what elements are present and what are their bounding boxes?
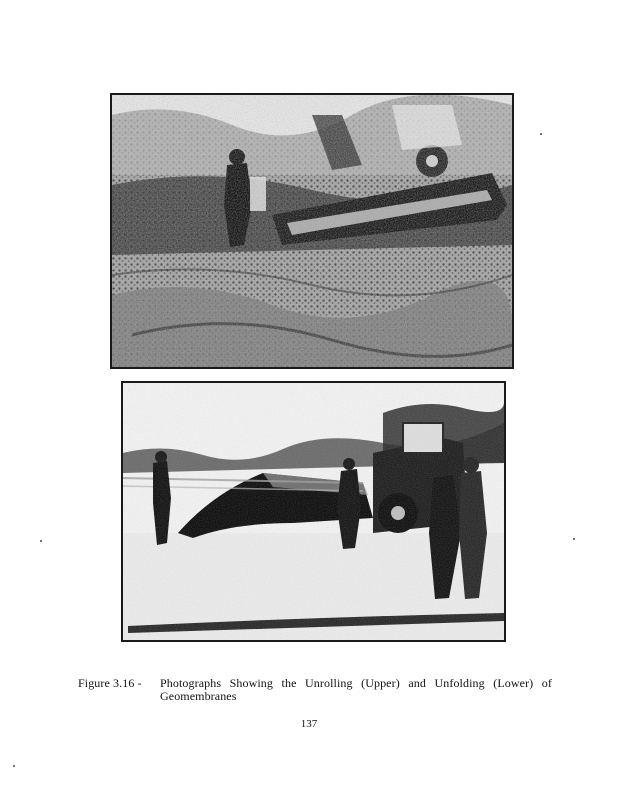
- caption-text-line-2: Geomembranes: [160, 689, 237, 703]
- lower-photograph: [121, 381, 506, 642]
- caption-line-1: [78, 677, 552, 690]
- upper-photo-image: [112, 95, 512, 367]
- caption-text-line-1: Photographs Showing the Unrolling (Upper) and Unfolding (Lower) of: [160, 676, 552, 690]
- scan-speck: [13, 765, 15, 767]
- lower-photo-image: [123, 383, 504, 640]
- figure-label: Figure 3.16 -: [78, 676, 142, 690]
- scan-speck: [540, 133, 542, 135]
- figure-caption: [78, 677, 558, 703]
- scan-speck: [40, 540, 42, 542]
- page-number: 137: [300, 718, 318, 730]
- scan-speck: [573, 538, 575, 540]
- upper-photograph: [110, 93, 514, 369]
